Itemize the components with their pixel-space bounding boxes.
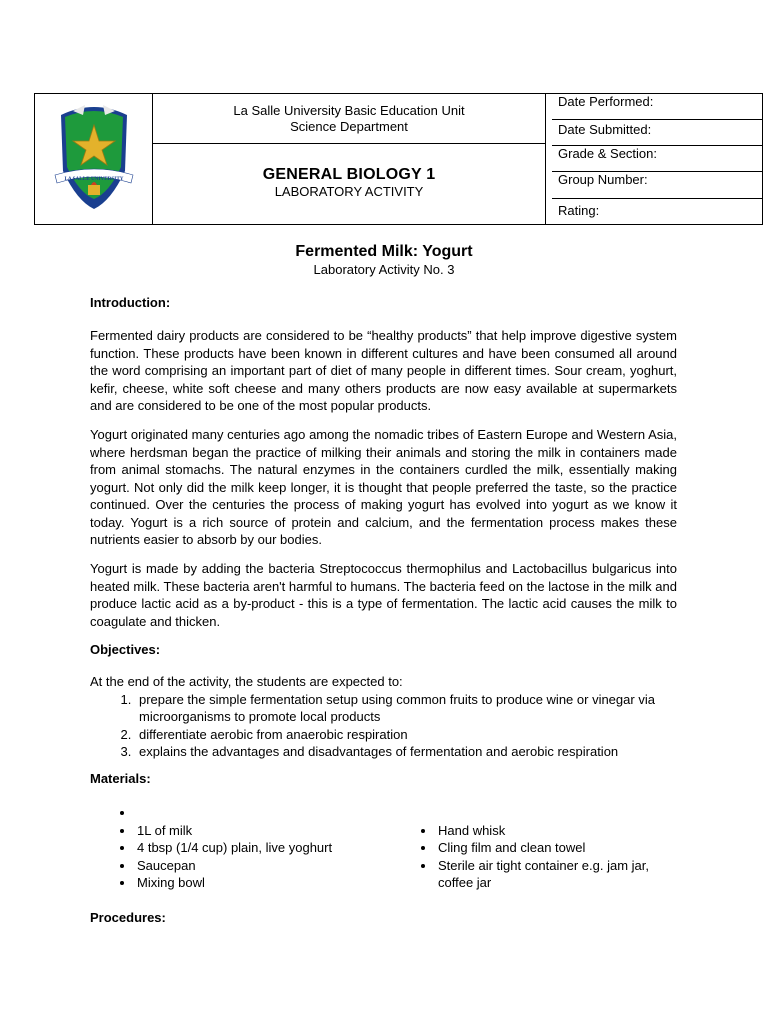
intro-paragraph-3: Yogurt is made by adding the bacteria Streptococcus thermophilus and Lactobacillus bulgaricus into heated milk. These bacteria aren't harmful to humans. The bacteria feed on the lactose in the milk and produce lactic acid as a by-product - this is a type of fermentation. The lactic acid causes the milk to coagulate and thicken. — [90, 561, 677, 629]
material-item: • Hand whisk — [436, 822, 691, 840]
activity-type: LABORATORY ACTIVITY — [274, 184, 424, 199]
logo-cell — [35, 94, 153, 225]
material-item: • 4 tbsp (1/4 cup) plain, live yoghurt — [135, 839, 390, 857]
material-item — [135, 804, 390, 822]
school-name-cell — [153, 94, 546, 144]
objective-item: 2. differentiate aerobic from anaerobic respiration — [135, 726, 677, 744]
rating-field[interactable]: Rating: — [558, 202, 600, 218]
objective-item: 3. explains the advantages and disadvantages of fermentation and aerobic respiration — [135, 743, 677, 761]
info-fields-cell — [546, 94, 763, 225]
document-subtitle: Laboratory Activity No. 3 — [313, 262, 455, 277]
objectives-block — [90, 673, 677, 761]
materials-list-right — [391, 822, 691, 892]
materials-heading: Materials: — [90, 771, 151, 786]
objectives-lead: At the end of the activity, the students are expected to: — [90, 674, 403, 689]
material-item: • Mixing bowl — [135, 874, 390, 892]
material-item: • 1L of milk — [135, 822, 390, 840]
date-submitted-field[interactable]: Date Submitted: — [552, 119, 762, 145]
university-seal-logo — [51, 101, 137, 213]
university-name: La Salle University Basic Education Unit — [233, 102, 465, 118]
objectives-heading: Objectives: — [90, 642, 161, 657]
department-name: Science Department — [290, 118, 408, 134]
header-table — [34, 93, 763, 225]
course-title: GENERAL BIOLOGY 1 — [262, 166, 436, 183]
procedures-heading: Procedures: — [90, 910, 166, 925]
material-item: • Saucepan — [135, 857, 390, 875]
objective-item: 1. prepare the simple fermentation setup using common fruits to produce wine or vinegar via microorganisms to promote local products — [135, 691, 677, 726]
intro-paragraph-2: Yogurt originated many centuries ago among the nomadic tribes of Eastern Europe and Western Asia, where herdsman began the practice of milking their animals and storing the milk in containers made from animal stomachs. The natural enzymes in the containers curdled the milk, essentially making yogurt. Not only did the milk keep longer, it is thought that people preferred the taste, so the practice continued. Over the centuries the process of making yogurt has evolved into yogurt as we know it today. Yogurt is a rich source of protein and calcium, and the fermentation process makes these nutrients easier to absorb by our bodies. — [90, 427, 677, 547]
date-performed-field[interactable]: Date Performed: — [552, 94, 762, 119]
material-item: • Cling film and clean towel — [436, 839, 691, 857]
group-number-field[interactable]: Group Number: — [552, 171, 762, 198]
intro-paragraph-1: Fermented dairy products are considered to be “healthy products” that help improve digestive system function. These products have been known in different cultures and have been consumed all around the word comprising an important part of diet of many people in different times. Sour cream, yoghurt, kefir, cheese, white soft cheese and many others products are now easy available at supermarkets and are considered to be one of the most popular products. — [90, 328, 677, 413]
course-title-cell — [153, 144, 546, 225]
material-item: • Sterile air tight container e.g. jam jar, coffee jar — [436, 857, 678, 892]
introduction-heading: Introduction: — [90, 295, 171, 310]
materials-list-left — [90, 804, 390, 892]
objectives-list — [90, 691, 677, 761]
logo-ribbon-text: LA SALLE UNIVERSITY — [63, 175, 124, 182]
document-title: Fermented Milk: Yogurt — [295, 243, 473, 260]
grade-section-field[interactable]: Grade & Section: — [552, 145, 762, 171]
